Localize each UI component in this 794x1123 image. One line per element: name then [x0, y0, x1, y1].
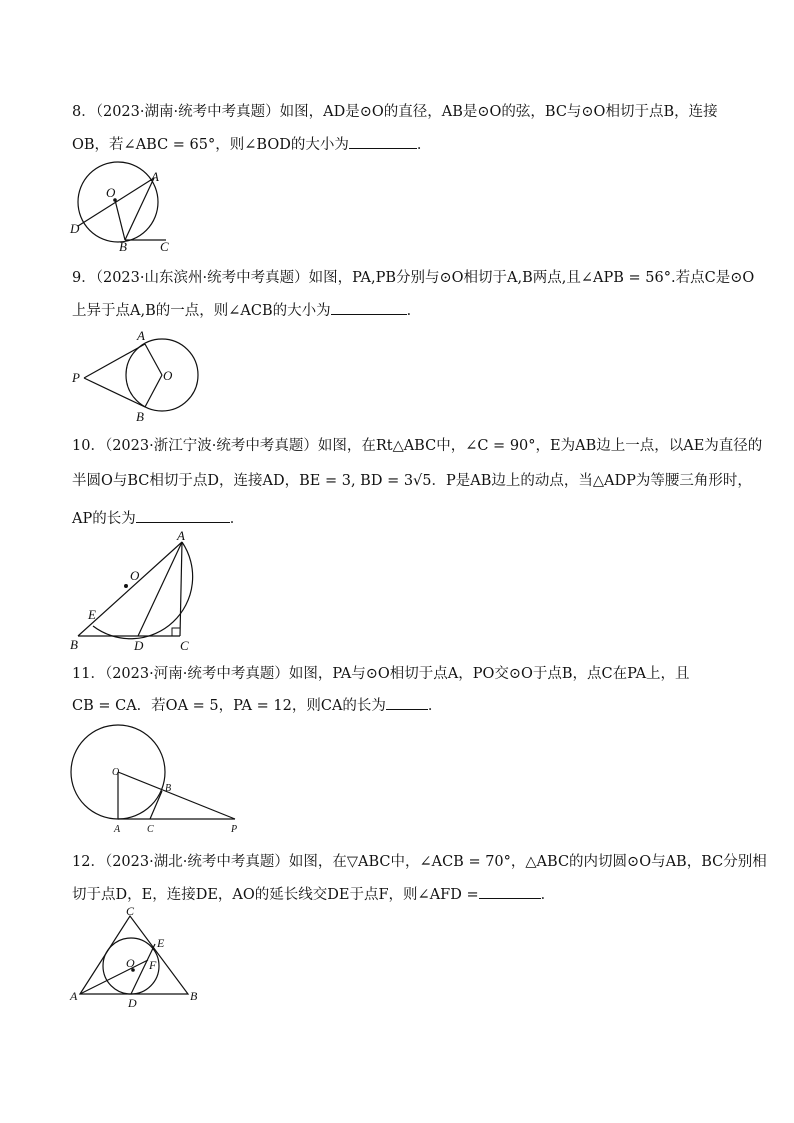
q9-radius-ob — [145, 375, 162, 407]
q12-figure — [68, 904, 208, 1010]
q10-segment-ad — [138, 542, 182, 636]
q9-text-line-2: 上异于点A,B的一点，则∠ACB的大小为 ． — [72, 300, 421, 321]
q10-answer-blank — [136, 508, 230, 523]
q11-label-o: O — [112, 767, 120, 778]
q9-text-line-1: 9．（2023·山东滨州·统考中考真题）如图，PA,PB分别与⊙O相切于A,B两点,且∠APB = 56°.若点C是⊙O — [72, 270, 755, 286]
q8-label-a: A — [151, 169, 159, 184]
q8-text-line-2: OB，若∠ABC = 65°，则∠BOD的大小为 ． — [72, 134, 431, 155]
q11-label-p: P — [231, 824, 238, 835]
q8-figure — [70, 160, 180, 254]
q12-label-b: B — [190, 989, 198, 1003]
q11-answer-blank — [386, 695, 428, 710]
q10-label-o: O — [130, 568, 140, 583]
q12-label-c: C — [126, 904, 135, 918]
q12-text-line-2: 切于点D，E，连接DE，AO的延长线交DE于点F，则∠AFD = ． — [72, 884, 555, 905]
q11-text-line-1: 11．（2023·河南·统考中考真题）如图，PA与⊙O相切于点A，PO交⊙O于点B，点C在PA上，且 — [72, 666, 690, 682]
q10-side-ac — [180, 542, 182, 636]
q10-text-line-2: 半圆O与BC相切于点D，连接AD，BE = 3, BD = 3√5．P是AB边上的动点，当△ADP为等腰三角形时， — [72, 473, 752, 489]
q9-label-o: O — [163, 368, 173, 383]
q9-label-a: A — [137, 328, 145, 343]
q11-segment-op — [118, 772, 235, 819]
q8-circle — [78, 162, 158, 242]
q8-label-b: B — [119, 239, 127, 254]
q8-text-line-1: 8．（2023·湖南·统考中考真题）如图，AD是⊙O的直径，AB是⊙O的弦，BC与⊙O相切于点B，连接 — [72, 104, 718, 120]
q8-answer-blank — [349, 134, 417, 149]
q10-label-e: E — [88, 607, 96, 622]
q12-label-d: D — [128, 996, 137, 1010]
q12-answer-blank — [479, 884, 541, 899]
q12-label-f: F — [149, 958, 157, 972]
q10-label-a: A — [177, 528, 185, 543]
q9-label-p: P — [72, 370, 80, 385]
q9-tangent-pb — [84, 378, 145, 407]
q8-label-c: C — [160, 239, 169, 254]
q11-label-b: B — [165, 783, 172, 794]
q12-text-line-1: 12．（2023·湖北·统考中考真题）如图，在▽ABC中，∠ACB = 70°，△ABC的内切圆⊙O与AB，BC分别相 — [72, 854, 767, 870]
q12-label-o: O — [126, 956, 135, 970]
q9-figure — [70, 328, 200, 423]
q8-label-d: D — [70, 221, 80, 236]
q10-right-angle — [172, 628, 180, 636]
q12-label-a: A — [70, 989, 78, 1003]
q11-text-line-2: CB = CA．若OA = 5，PA = 12，则CA的长为 ． — [72, 695, 442, 716]
q10-label-c: C — [180, 638, 189, 653]
q9-label-b: B — [136, 409, 144, 424]
q11-label-c: C — [147, 824, 154, 835]
q12-label-e: E — [157, 936, 165, 950]
q10-label-d: D — [134, 638, 144, 653]
q10-center-dot — [124, 584, 128, 588]
q11-figure — [70, 724, 250, 836]
q10-label-b: B — [70, 637, 78, 652]
q10-figure — [70, 528, 210, 654]
q10-text-line-3: AP的长为 ． — [72, 508, 244, 529]
q10-text-line-1: 10．（2023·浙江宁波·统考中考真题）如图，在Rt△ABC中，∠C = 90°，E为AB边上一点，以AE为直径的 — [72, 438, 763, 454]
q9-tangent-pa — [84, 344, 145, 378]
q10-semicircle — [93, 542, 193, 639]
q9-answer-blank — [331, 300, 407, 315]
q12-triangle — [80, 916, 188, 994]
q8-segment-ob — [115, 200, 125, 240]
q11-label-a: A — [114, 824, 121, 835]
q9-radius-oa — [145, 344, 162, 375]
q8-label-o: O — [106, 185, 116, 200]
